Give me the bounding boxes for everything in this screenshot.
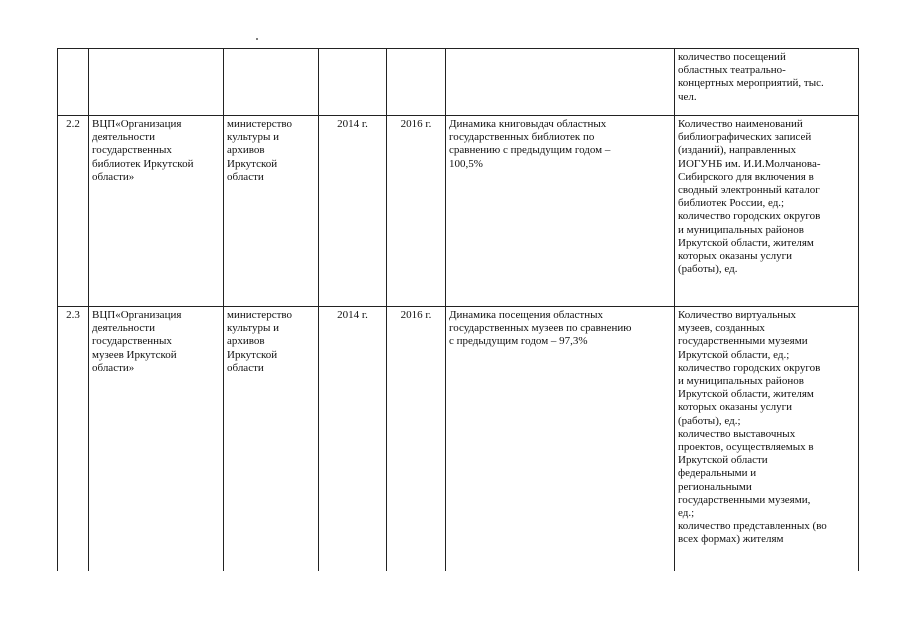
start-year-cell — [319, 49, 387, 116]
cell-text-line: библиографических записей — [678, 131, 812, 144]
cell-text-line: музеев, созданных — [678, 322, 765, 335]
row-number-cell — [58, 49, 89, 116]
cell-text-line: Динамика посещения областных — [449, 309, 603, 321]
table-row — [58, 307, 859, 572]
cell-text-line: ед.; — [678, 507, 695, 520]
cell-text-line: количество выставочных — [678, 427, 796, 440]
program-name-cell — [89, 307, 224, 572]
cell-text-line: количество городских округов — [678, 361, 821, 374]
cell-text-line: сравнению с предыдущим годом – — [449, 144, 611, 157]
cell-text-line: проектов, осуществляемых в — [678, 441, 814, 454]
cell-text-line: ВЦП«Организация — [92, 309, 182, 321]
cell-text-line: государственных библиотек по — [449, 131, 595, 144]
performance-indicators-cell — [675, 307, 859, 572]
responsible-executor-cell — [224, 307, 319, 572]
table-row — [58, 49, 859, 116]
cell-text: 2016 г. — [400, 309, 432, 321]
program-name-cell — [89, 116, 224, 307]
cell-text-line: области» — [92, 170, 135, 183]
performance-indicators-cell — [675, 116, 859, 307]
cell-text-line: Иркутской — [227, 157, 278, 170]
cell-text-line: 100,5% — [449, 157, 483, 170]
cell-text-line: области — [227, 361, 264, 374]
cell-text-line: Количество виртуальных — [678, 309, 796, 321]
cell-text-line: библиотек Иркутской — [92, 157, 194, 170]
row-number-cell — [58, 116, 89, 307]
cell-text-line: Иркутской — [227, 348, 278, 361]
cell-text-line: музеев Иркутской — [92, 348, 177, 361]
cell-text-line: Иркутской области — [678, 454, 768, 467]
cell-text-line: Сибирского для включения в — [678, 170, 814, 183]
cell-text-line: (изданий), направленных — [678, 144, 796, 157]
cell-text-line: количество представленных (во — [678, 520, 827, 533]
cell-text-line: с предыдущим годом – 97,3% — [449, 335, 588, 348]
cell-text-line: государственных музеев по сравнению — [449, 322, 632, 335]
cell-text-line: Количество наименований — [678, 118, 803, 130]
scan-speck — [256, 38, 258, 40]
cell-text: 2.2 — [66, 118, 80, 130]
cell-text-line: количество посещений — [678, 51, 786, 63]
end-year-cell — [387, 49, 446, 116]
target-indicator-cell — [446, 116, 675, 307]
cell-text-line: концертных мероприятий, тыс. — [678, 77, 824, 90]
cell-text-line: архивов — [227, 144, 265, 157]
cell-text-line: Иркутской области, жителям — [678, 388, 814, 401]
target-indicator-cell — [446, 49, 675, 116]
cell-text-line: (работы), ед. — [678, 263, 738, 276]
cell-text-line: государственных — [92, 335, 172, 348]
cell-text-line: количество городских округов — [678, 210, 821, 223]
end-year-cell — [387, 307, 446, 572]
responsible-executor-cell — [224, 49, 319, 116]
cell-text-line: Динамика книговыдач областных — [449, 118, 607, 130]
cell-text: 2.3 — [66, 309, 80, 321]
program-table — [57, 48, 859, 571]
cell-text-line: культуры и — [227, 322, 279, 335]
cell-text-line: министерство — [227, 309, 293, 321]
responsible-executor-cell — [224, 116, 319, 307]
cell-text-line: Иркутской области, ед.; — [678, 348, 790, 361]
cell-text-line: сводный электронный каталог — [678, 184, 820, 197]
cell-text-line: и муниципальных районов — [678, 223, 804, 236]
cell-text-line: библиотек России, ед.; — [678, 197, 785, 210]
cell-text-line: региональными — [678, 480, 752, 493]
cell-text-line: деятельности — [92, 322, 155, 335]
cell-text-line: которых оказаны услуги — [678, 401, 793, 414]
cell-text-line: ВЦП«Организация — [92, 118, 182, 130]
cell-text-line: Иркутской области, жителям — [678, 236, 814, 249]
cell-text-line: чел. — [678, 90, 697, 103]
cell-text: 2014 г. — [337, 309, 368, 321]
cell-text-line: государственными музеями, — [678, 493, 811, 506]
cell-text-line: деятельности — [92, 131, 155, 144]
cell-text-line: федеральными и — [678, 467, 757, 480]
cell-text-line: которых оказаны услуги — [678, 250, 793, 263]
cell-text-line: государственных — [92, 144, 172, 157]
start-year-cell — [319, 307, 387, 572]
performance-indicators-cell — [675, 49, 859, 116]
cell-text-line: министерство — [227, 118, 293, 130]
cell-text-line: архивов — [227, 335, 265, 348]
cell-text-line: области» — [92, 361, 135, 374]
cell-text-line: и муниципальных районов — [678, 375, 804, 388]
target-indicator-cell — [446, 307, 675, 572]
cell-text: 2016 г. — [400, 118, 432, 130]
cell-text-line: (работы), ед.; — [678, 414, 741, 427]
row-number-cell — [58, 307, 89, 572]
cell-text-line: всех формах) жителям — [678, 533, 784, 546]
program-name-cell — [89, 49, 224, 116]
cell-text-line: областных театрально- — [678, 64, 786, 77]
table-row — [58, 116, 859, 307]
cell-text-line: культуры и — [227, 131, 279, 144]
start-year-cell — [319, 116, 387, 307]
cell-text-line: государственными музеями — [678, 335, 808, 348]
end-year-cell — [387, 116, 446, 307]
cell-text-line: ИОГУНБ им. И.И.Молчанова- — [678, 157, 821, 170]
cell-text: 2014 г. — [337, 118, 368, 130]
cell-text-line: области — [227, 170, 264, 183]
